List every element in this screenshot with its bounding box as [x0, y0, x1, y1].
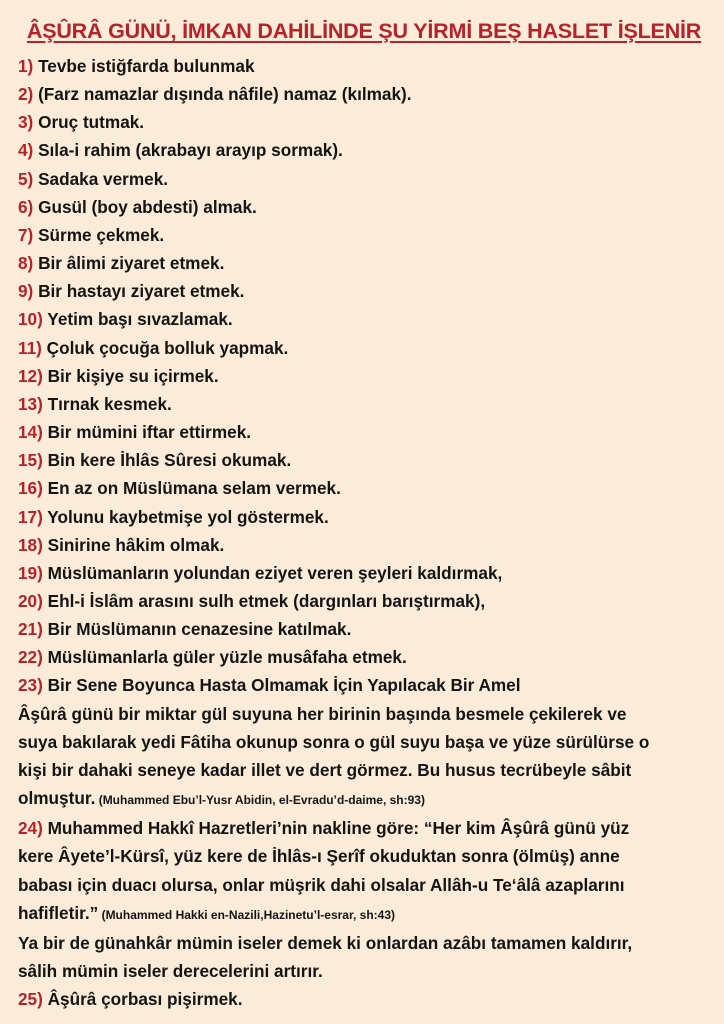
list-item [18, 193, 710, 221]
item-23-body-end: olmuştur. [18, 788, 96, 809]
item-number: 1) [18, 56, 34, 76]
item-text: Tırnak kesmek. [42, 393, 172, 414]
list-item [18, 277, 710, 305]
item-number: 20) [18, 590, 43, 611]
page-title: ÂŞÛRÂ GÜNÜ, İMKAN DAHİLİNDE ŞU YİRMİ BEŞ HASLET İŞLENİR [26, 19, 702, 43]
item-text: Âşûrâ çorbası pişirmek. [42, 989, 243, 1010]
list-item [18, 559, 710, 587]
item-number: 23) [18, 675, 43, 696]
item-number: 17) [18, 506, 43, 527]
item-number: 24) [18, 818, 43, 839]
item-number: 8) [18, 253, 34, 274]
item-text: Bir kişiye su içirmek. [42, 365, 219, 386]
list-item [18, 390, 710, 418]
item-text: Yolunu kaybetmişe yol göstermek. [42, 506, 329, 527]
item-23-body-line: Âşûrâ günü bir miktar gül suyuna her birinin başında besmele çekilerek ve [18, 703, 627, 724]
item-text: Bir âlimi ziyaret etmek. [33, 253, 225, 274]
item-24-tail-line: sâlih mümin iseler derecelerini artırır. [18, 961, 323, 981]
item-24-tail-line: Ya bir de günahkâr mümin iseler demek ki onlardan azâbı tamamen kaldırır, [18, 932, 633, 953]
list-item [18, 305, 710, 333]
item-text: Müslümanlarla güler yüzle musâfaha etmek. [42, 647, 407, 668]
list-item [18, 446, 710, 474]
list-item [18, 334, 710, 362]
item-number: 21) [18, 619, 43, 640]
item-number: 12) [18, 365, 43, 386]
list-item [18, 615, 710, 643]
item-number: 18) [18, 534, 43, 555]
item-number: 11) [18, 337, 42, 358]
item-text: Müslümanların yolundan eziyet veren şeyleri kaldırmak, [42, 562, 503, 583]
item-text: Sıla-i rahim (akrabayı arayıp sormak). [33, 140, 343, 161]
item-number: 4) [18, 140, 34, 161]
item-text: Bin kere İhlâs Sûresi okumak. [42, 450, 292, 471]
item-number: 14) [18, 422, 43, 443]
item-23-source: (Muhammed Ebu’l-Yusr Abidin, el-Evradu’d-daime, sh:93) [95, 793, 425, 808]
list-item [18, 587, 710, 615]
item-24-line: babası için duacı olursa, onlar müşrik dahi olsalar Allâh-u Te‘âlâ azaplarını [18, 874, 625, 895]
item-text: Bir hastayı ziyaret etmek. [33, 281, 245, 302]
list-item [18, 474, 710, 502]
list-item [18, 418, 710, 446]
item-text: Sadaka vermek. [33, 168, 169, 189]
item-number: 16) [18, 478, 43, 499]
item-text: Oruç tutmak. [33, 112, 145, 133]
item-24-end: hafifletir.” [18, 902, 99, 923]
item-text: (Farz namazlar dışında nâfile) namaz (kılmak). [33, 84, 412, 105]
item-text: En az on Müslümana selam vermek. [42, 478, 341, 499]
item-24-text: Muhammed Hakkî Hazretleri’nin nakline göre: “Her kim Âşûrâ günü yüz [42, 818, 630, 839]
list-item [18, 136, 710, 164]
list-item [18, 985, 710, 1013]
item-23-body-line: kişi bir dahaki seneye kadar illet ve dert görmez. Bu husus tecrübeyle sâbit [18, 759, 632, 780]
list-item [18, 643, 710, 671]
item-text: Bir Sene Boyunca Hasta Olmamak İçin Yapılacak Bir Amel [42, 675, 521, 696]
list-item [18, 503, 710, 531]
item-text: Sinirine hâkim olmak. [42, 534, 225, 555]
item-number: 19) [18, 562, 43, 583]
list-item [18, 108, 710, 136]
list-item [18, 80, 710, 108]
item-23-body-line: suya bakılarak yedi Fâtiha okunup sonra o gül suyu başa ve yüze sürülürse o [18, 731, 650, 752]
item-text: Tevbe istiğfarda bulunmak [33, 56, 255, 76]
item-number: 7) [18, 224, 34, 245]
item-number: 2) [18, 84, 34, 105]
list-item [18, 531, 710, 559]
item-number: 5) [18, 168, 34, 189]
item-text: Sürme çekmek. [33, 224, 165, 245]
item-text: Ehl-i İslâm arasını sulh etmek (dargınları barıştırmak), [42, 590, 486, 611]
list-item [18, 221, 710, 249]
list-item [18, 362, 710, 390]
haslet-list [18, 52, 710, 1013]
item-number: 15) [18, 450, 43, 471]
item-number: 6) [18, 196, 34, 217]
item-text: Çoluk çocuğa bolluk yapmak. [41, 337, 289, 358]
item-23-body-last-line [18, 784, 710, 814]
list-item [18, 165, 710, 193]
item-number: 22) [18, 647, 43, 668]
item-number: 9) [18, 281, 34, 302]
item-24-line [18, 814, 710, 842]
item-text: Bir Müslümanın cenazesine katılmak. [42, 619, 352, 640]
list-item [18, 671, 710, 699]
item-number: 25) [18, 989, 43, 1010]
item-text: Yetim başı sıvazlamak. [42, 309, 233, 330]
list-item [18, 249, 710, 277]
item-number: 10) [18, 309, 43, 330]
item-text: Gusül (boy abdesti) almak. [33, 196, 257, 217]
item-24-source: (Muhammed Hakki en-Nazili,Hazinetu’l-esrar, sh:43) [98, 907, 395, 922]
item-text: Bir mümini iftar ettirmek. [42, 422, 252, 443]
item-24-last-line [18, 899, 710, 929]
item-number: 13) [18, 393, 43, 414]
item-24-line: kere Âyete’l-Kürsî, yüz kere de İhlâs-ı Şerîf okuduktan sonra (ölmüş) anne [18, 846, 620, 867]
item-number: 3) [18, 112, 34, 133]
list-item [18, 52, 710, 80]
